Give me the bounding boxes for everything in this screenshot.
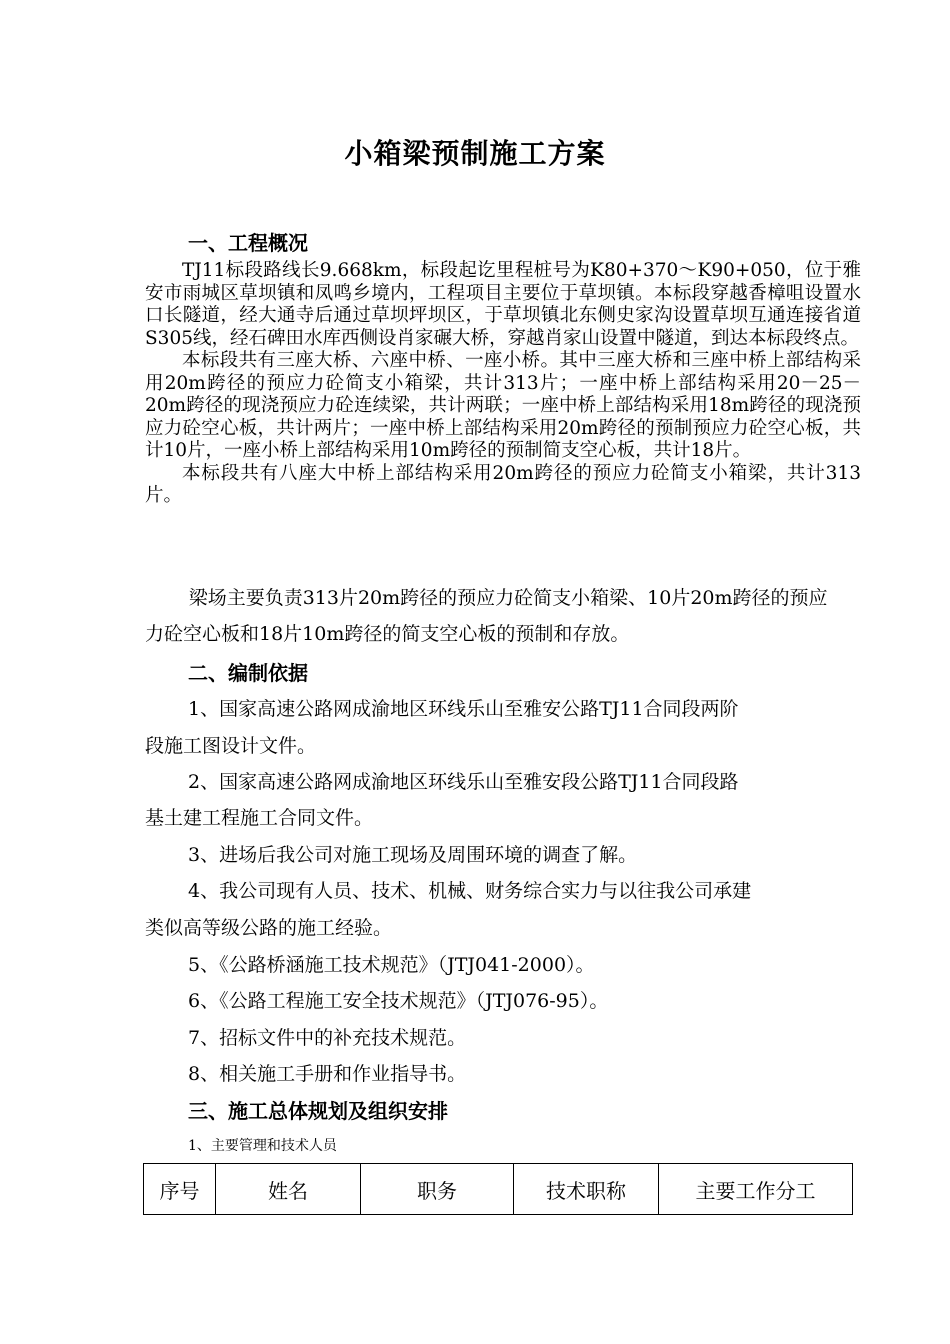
table-header-cell: 姓名 (216, 1164, 361, 1215)
section-heading-planning: 三、施工总体规划及组织安排 (188, 1099, 448, 1123)
staff-subheading: 1、主要管理和技术人员 (188, 1138, 337, 1154)
document-title: 小箱梁预制施工方案 (344, 137, 606, 170)
basis-item-4: 4、我公司现有人员、技术、机械、财务综合实力与以往我公司承建 (188, 880, 752, 902)
staff-table (143, 1163, 853, 1215)
overview-paragraph: 本标段共有三座大桥、六座中桥、一座小桥。其中三座大桥和三座中桥上部结构采用20m跨径的预应力砼简支小箱梁，共计313片；一座中桥上部结构采用20－25－20m跨径的现浇预应力砼连续梁，共计两联；一座中桥上部结构采用18m跨径的现浇预应力砼空心板，共计两片；一座中桥上部结构采用20m跨径的预制预应力砼空心板，共计10片，一座小桥上部结构采用10m跨径的预制简支空心板，共计18片。 (145, 350, 861, 461)
overview-paragraph: 本标段共有八座大中桥上部结构采用20m跨径的预应力砼简支小箱梁，共计313片。 (145, 462, 861, 506)
basis-item-8: 8、相关施工手册和作业指导书。 (188, 1063, 467, 1085)
table-header-cell: 序号 (144, 1164, 216, 1215)
yard-paragraph-block (145, 580, 845, 652)
basis-item-4-cont: 类似高等级公路的施工经验。 (145, 917, 393, 939)
table-header-cell: 职务 (361, 1164, 514, 1215)
basis-item-3: 3、进场后我公司对施工现场及周围环境的调查了解。 (188, 844, 638, 866)
table-header-row (144, 1164, 853, 1215)
section-heading-overview: 一、工程概况 (188, 231, 308, 255)
basis-item-6: 6、《公路工程施工安全技术规范》（JTJ076-95）。 (188, 990, 609, 1012)
basis-item-7: 7、招标文件中的补充技术规范。 (188, 1027, 467, 1049)
basis-item-5: 5、《公路桥涵施工技术规范》（JTJ041-2000）。 (188, 954, 595, 976)
yard-paragraph: 梁场主要负责313片20m跨径的预应力砼简支小箱梁、10片20m跨径的预应力砼空心板和18片10m跨径的简支空心板的预制和存放。 (145, 587, 828, 645)
basis-item-2-cont: 基土建工程施工合同文件。 (145, 807, 374, 829)
basis-item-2: 2、国家高速公路网成渝地区环线乐山至雅安段公路TJ11合同段路 (188, 771, 739, 793)
table-header-cell: 主要工作分工 (659, 1164, 853, 1215)
basis-item-1-cont: 段施工图设计文件。 (145, 735, 317, 757)
overview-paragraph: TJ11标段路线长9.668km，标段起讫里程桩号为K80+370～K90+050，位于雅安市雨城区草坝镇和凤鸣乡境内，工程项目主要位于草坝镇。本标段穿越香樟咀设置水口长隧道，经大通寺后通过草坝坪坝区，于草坝镇北东侧史家沟设置草坝互通连接省道S305线，经石碑田水库西侧设肖家碾大桥，穿越肖家山设置中隧道，到达本标段终点。 (145, 260, 861, 349)
table-header-cell: 技术职称 (514, 1164, 659, 1215)
basis-item-1: 1、国家高速公路网成渝地区环线乐山至雅安公路TJ11合同段两阶 (188, 698, 739, 720)
section-heading-basis: 二、编制依据 (188, 661, 308, 685)
overview-text (145, 260, 861, 508)
